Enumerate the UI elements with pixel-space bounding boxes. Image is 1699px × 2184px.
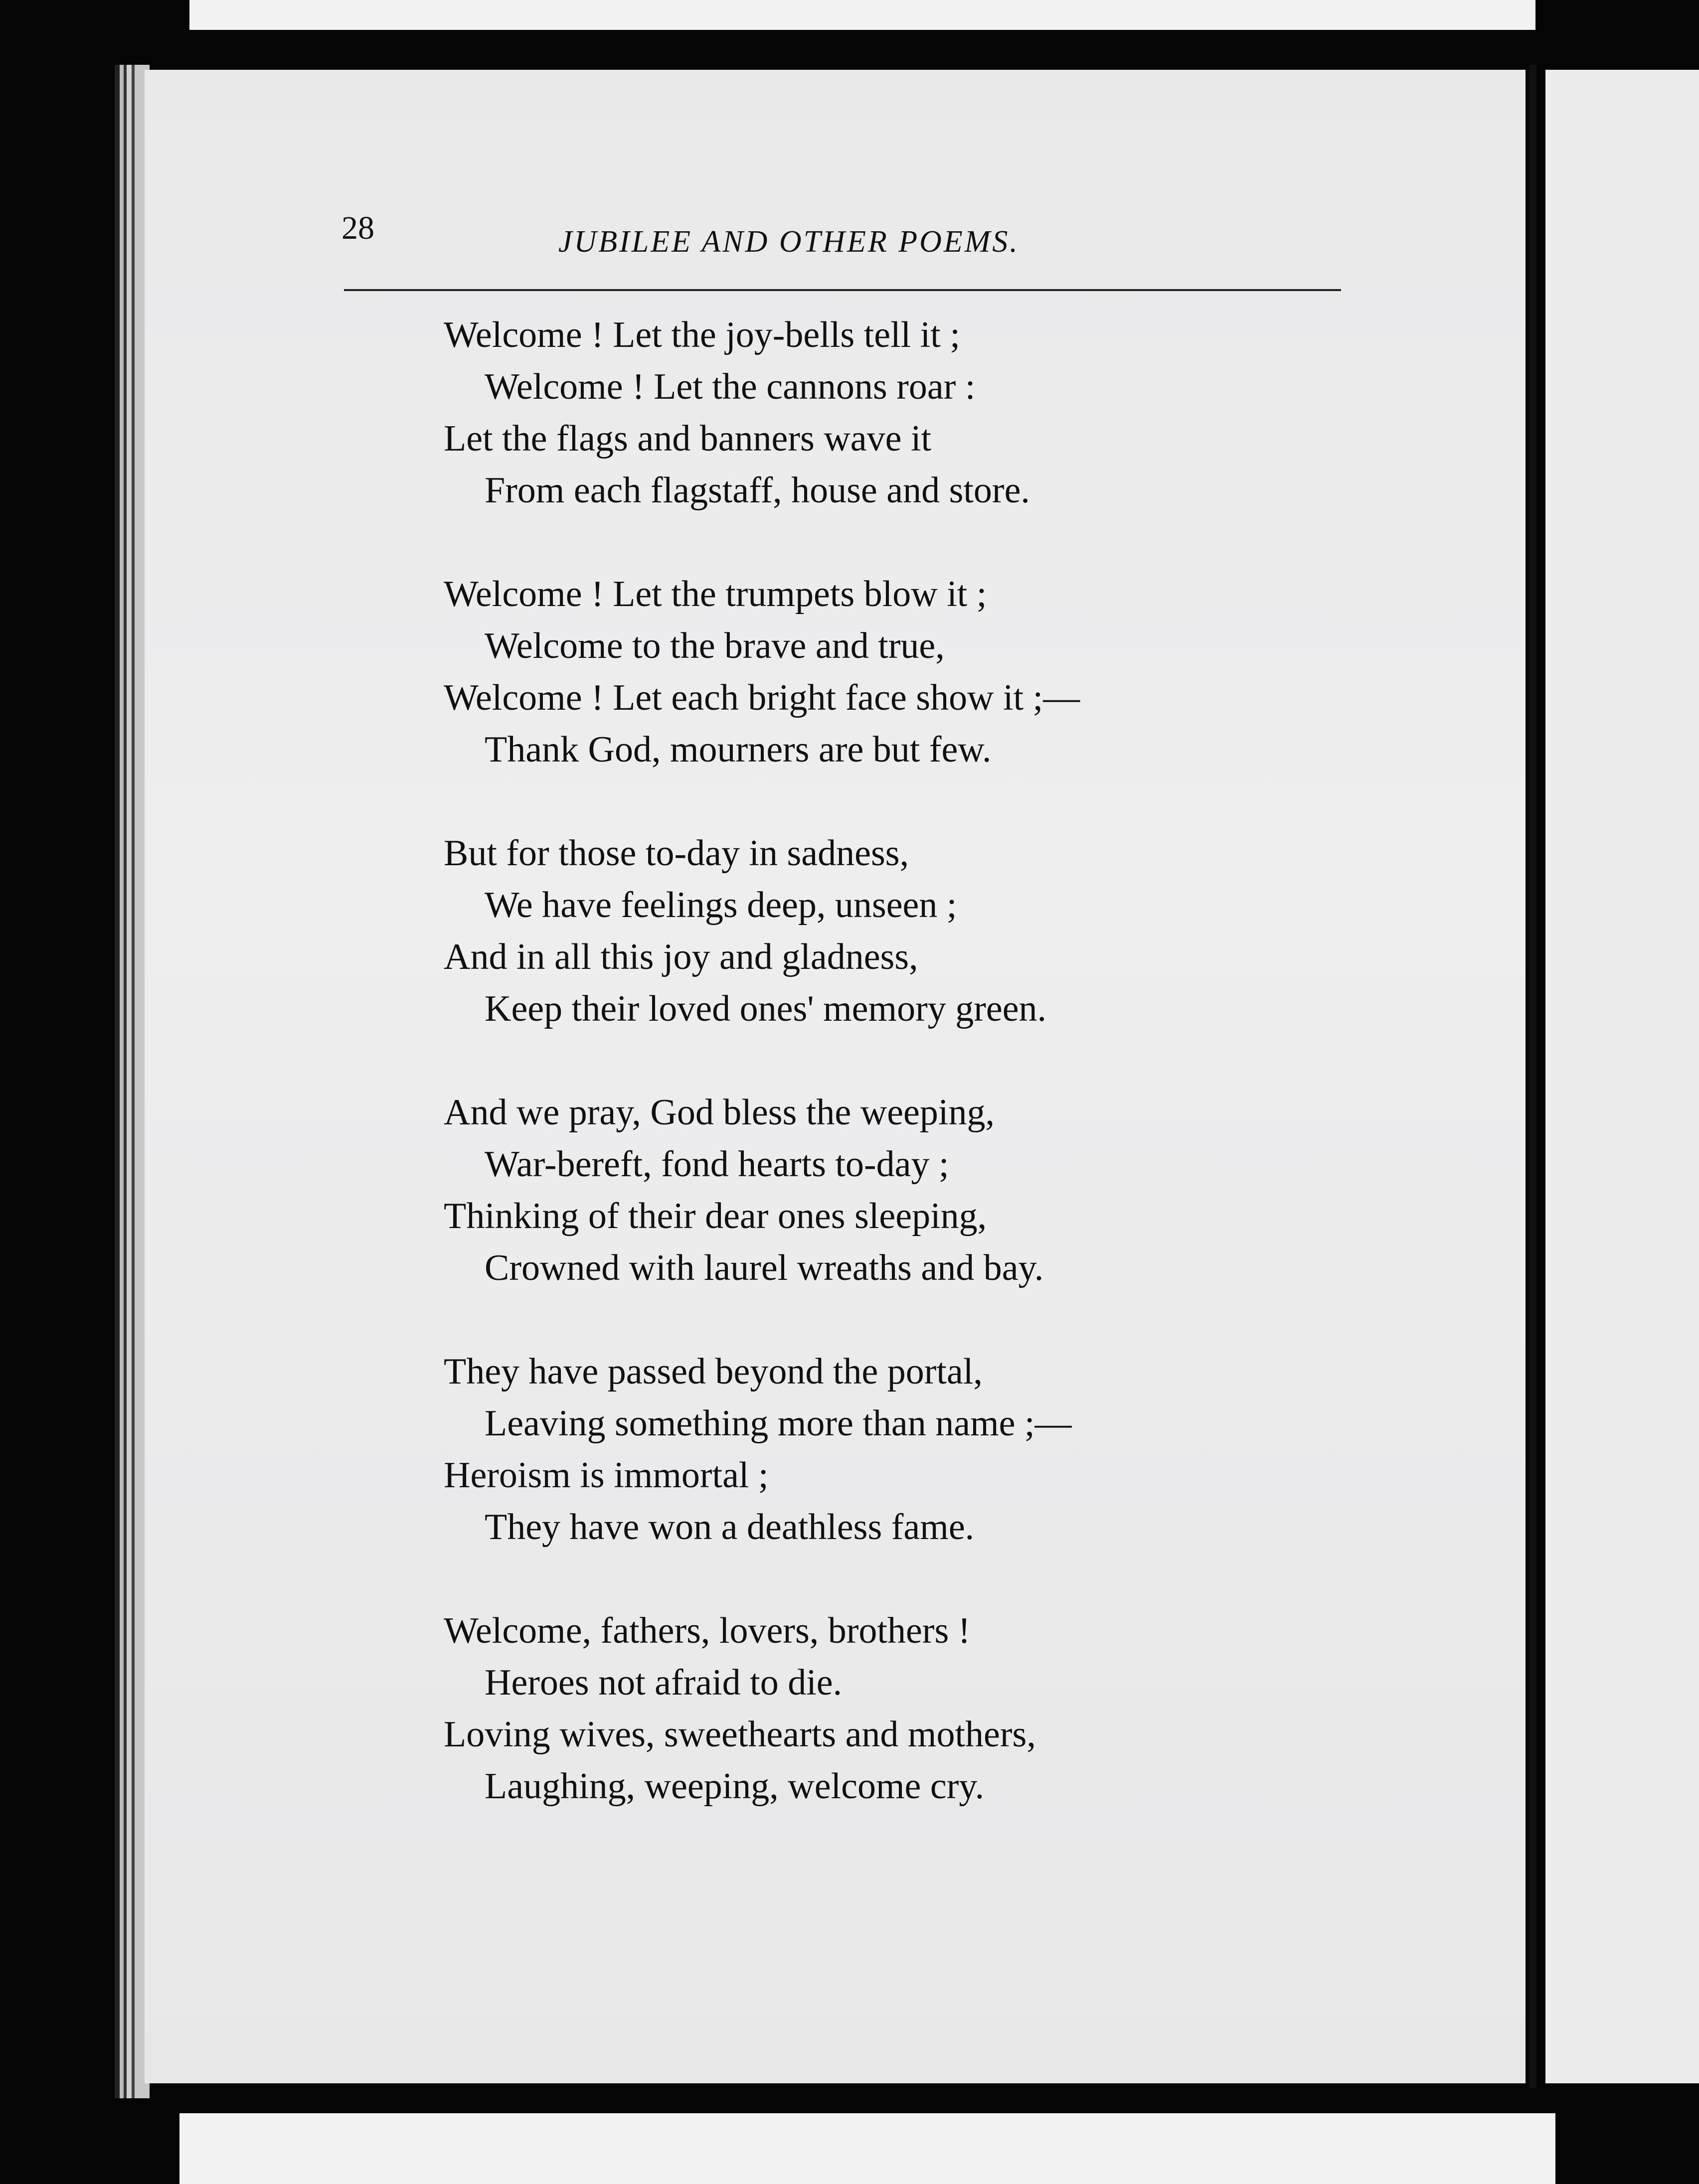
poem-line: Loving wives, sweethearts and mothers,: [444, 1714, 1036, 1755]
poem-line: Laughing, weeping, welcome cry.: [485, 1766, 985, 1807]
poem-line: But for those to-day in sadness,: [444, 833, 909, 874]
book-page: [145, 70, 1526, 2083]
stanza: [444, 1346, 1590, 1553]
poem-line: Welcome to the brave and true,: [485, 625, 945, 666]
stanza: [444, 568, 1590, 776]
poem-line: We have feelings deep, unseen ;: [485, 885, 957, 926]
adjacent-page-fragment-bottom: [179, 2113, 1555, 2184]
poem-line: Heroes not afraid to die.: [485, 1662, 843, 1703]
poem-line: They have won a deathless fame.: [485, 1507, 975, 1548]
poem-line: Keep their loved ones' memory green.: [485, 988, 1047, 1029]
poem-body: [444, 309, 1590, 1864]
poem-line: Welcome ! Let the cannons roar :: [485, 366, 976, 407]
page-number: 28: [341, 210, 374, 246]
poem-line: Crowned with laurel wreaths and bay.: [485, 1248, 1044, 1288]
poem-line: Let the flags and banners wave it: [444, 418, 932, 459]
stanza: [444, 827, 1590, 1035]
stanza: [444, 1605, 1590, 1812]
poem-line: And in all this joy and gladness,: [444, 936, 918, 977]
poem-line: From each flagstaff, house and store.: [485, 470, 1030, 511]
poem-line: Thank God, mourners are but few.: [485, 729, 992, 770]
poem-line: Welcome ! Let the joy-bells tell it ;: [444, 314, 960, 355]
poem-line: War-bereft, fond hearts to-day ;: [485, 1144, 949, 1185]
poem-line: Welcome ! Let the trumpets blow it ;: [444, 574, 987, 615]
poem-line: Thinking of their dear ones sleeping,: [444, 1196, 987, 1237]
poem-line: They have passed beyond the portal,: [444, 1351, 983, 1392]
stanza: [444, 309, 1590, 516]
poem-line: Welcome, fathers, lovers, brothers !: [444, 1610, 971, 1651]
header-rule: [344, 289, 1341, 291]
poem-line: And we pray, God bless the weeping,: [444, 1092, 995, 1133]
running-head: JUBILEE AND OTHER POEMS.: [558, 225, 1019, 259]
adjacent-page-fragment-top: [189, 0, 1535, 30]
poem-line: Heroism is immortal ;: [444, 1455, 769, 1496]
stanza: [444, 1087, 1590, 1294]
poem-line: Welcome ! Let each bright face show it ;—: [444, 677, 1080, 718]
poem-line: Leaving something more than name ;—: [485, 1403, 1072, 1444]
